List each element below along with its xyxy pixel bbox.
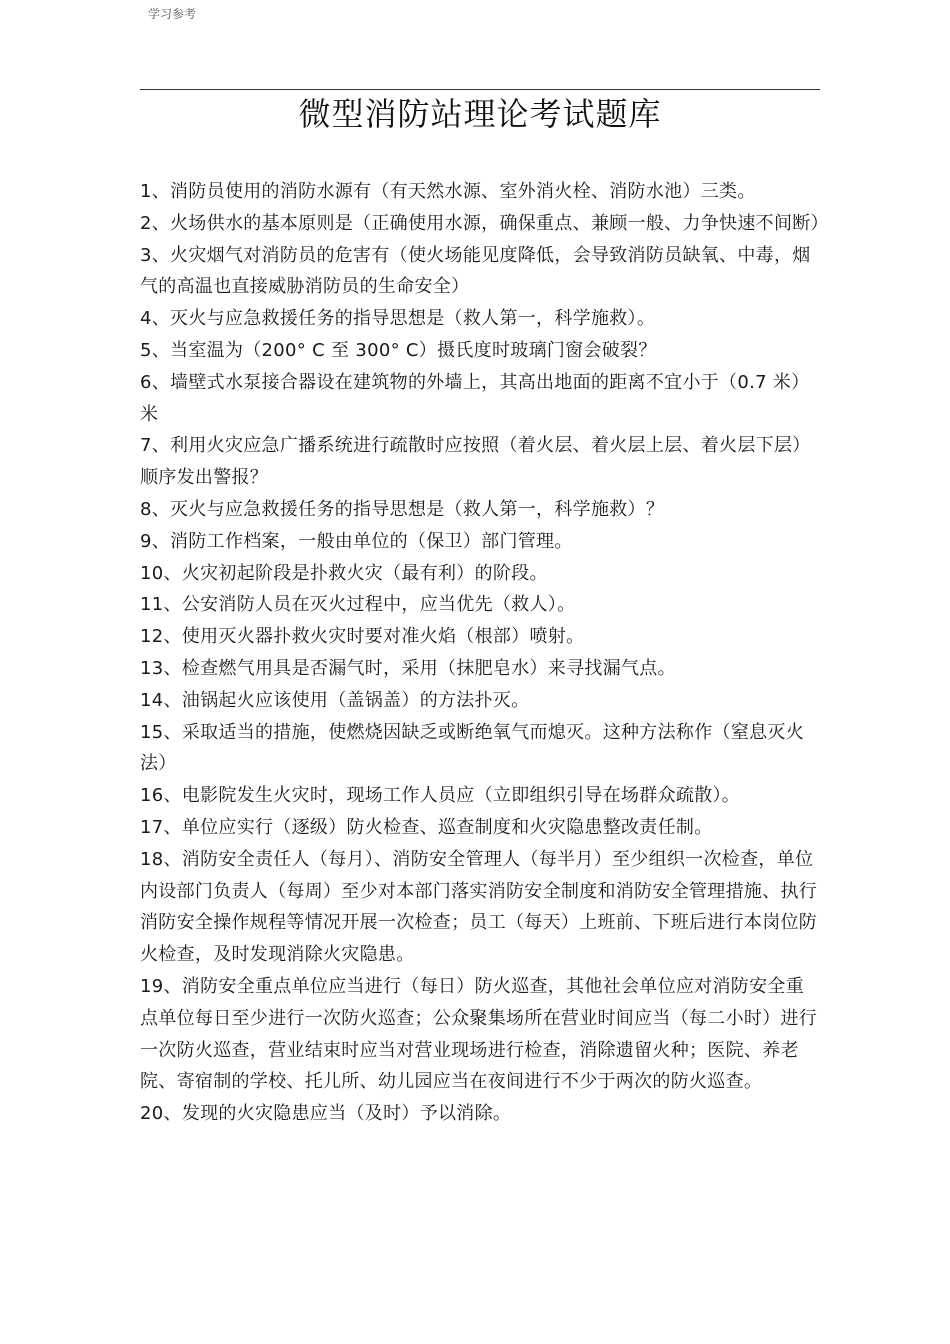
- question-11: 11、公安消防人员在灭火过程中，应当优先（救人）。: [140, 594, 576, 616]
- question-9: 9、消防工作档案，一般由单位的（保卫）部门管理。: [140, 530, 573, 552]
- question-18: 18、消防安全责任人（每月）、消防安全管理人（每半月）至少组织一次检查，单位内设部门负责人（每周）至少对本部门落实消防安全制度和消防安全管理措施、执行消防安全操作规程等情况开展一次检查；员工（每天）上班前、下班后进行本岗位防火检查，及时发现消除火灾隐患。: [140, 848, 818, 966]
- question-2: 2、火场供水的基本原则是（正确使用水源，确保重点、兼顾一般、力争快速不间断）: [140, 212, 829, 234]
- question-17: 17、单位应实行（逐级）防火检查、巡查制度和火灾隐患整改责任制。: [140, 816, 713, 838]
- question-5: 5、当室温为（200° C 至 300° C）摄氏度时玻璃门窗会破裂？: [140, 339, 657, 361]
- question-4: 4、灭火与应急救援任务的指导思想是（救人第一，科学施救）。: [140, 308, 656, 330]
- question-1: 1、消防员使用的消防水源有（有天然水源、室外消火栓、消防水池）三类。: [140, 181, 756, 202]
- question-16: 16、电影院发生火灾时，现场工作人员应（立即组织引导在场群众疏散）。: [140, 785, 741, 807]
- document-title: 微型消防站理论考试题库: [298, 95, 662, 133]
- question-15: 15、采取适当的措施，使燃烧因缺乏或断绝氧气而熄灭。这种方法称作（窒息灭火法）: [140, 721, 805, 775]
- question-list: [140, 176, 829, 1130]
- question-7: 7、利用火灾应急广播系统进行疏散时应按照（着火层、着火层上层、着火层下层）顺序发出警报？: [140, 435, 811, 489]
- question-19: 19、消防安全重点单位应当进行（每日）防火巡查，其他社会单位应对消防安全重点单位每日至少进行一次防火巡查；公众聚集场所在营业时间应当（每二小时）进行一次防火巡查，营业结束时应当对营业现场进行检查，消除遗留火种；医院、养老院、寄宿制的学校、托儿所、幼儿园应当在夜间进行不少于两次的防火巡查。: [140, 975, 818, 1093]
- question-13: 13、检查燃气用具是否漏气时，采用（抹肥皂水）来寻找漏气点。: [140, 657, 676, 679]
- header-divider: [140, 89, 820, 90]
- question-10: 10、火灾初起阶段是扑救火灾（最有利）的阶段。: [140, 562, 548, 584]
- question-3: 3、火灾烟气对消防员的危害有（使火场能见度降低，会导致消防员缺氧、中毒，烟气的高温也直接威胁消防员的生命安全）: [140, 244, 811, 298]
- question-12: 12、使用灭火器扑救火灾时要对准火焰（根部）喷射。: [140, 626, 585, 648]
- header-note: 学习参考: [148, 7, 197, 21]
- question-8: 8、灭火与应急救援任务的指导思想是（救人第一，科学施救）？: [140, 498, 665, 520]
- question-6: 6、墙壁式水泵接合器设在建筑物的外墙上，其高出地面的距离不宜小于（0.7 米）米: [140, 371, 810, 425]
- question-20: 20、发现的火灾隐患应当（及时）予以消除。: [140, 1103, 512, 1125]
- question-14: 14、油锅起火应该使用（盖锅盖）的方法扑灭。: [140, 689, 530, 711]
